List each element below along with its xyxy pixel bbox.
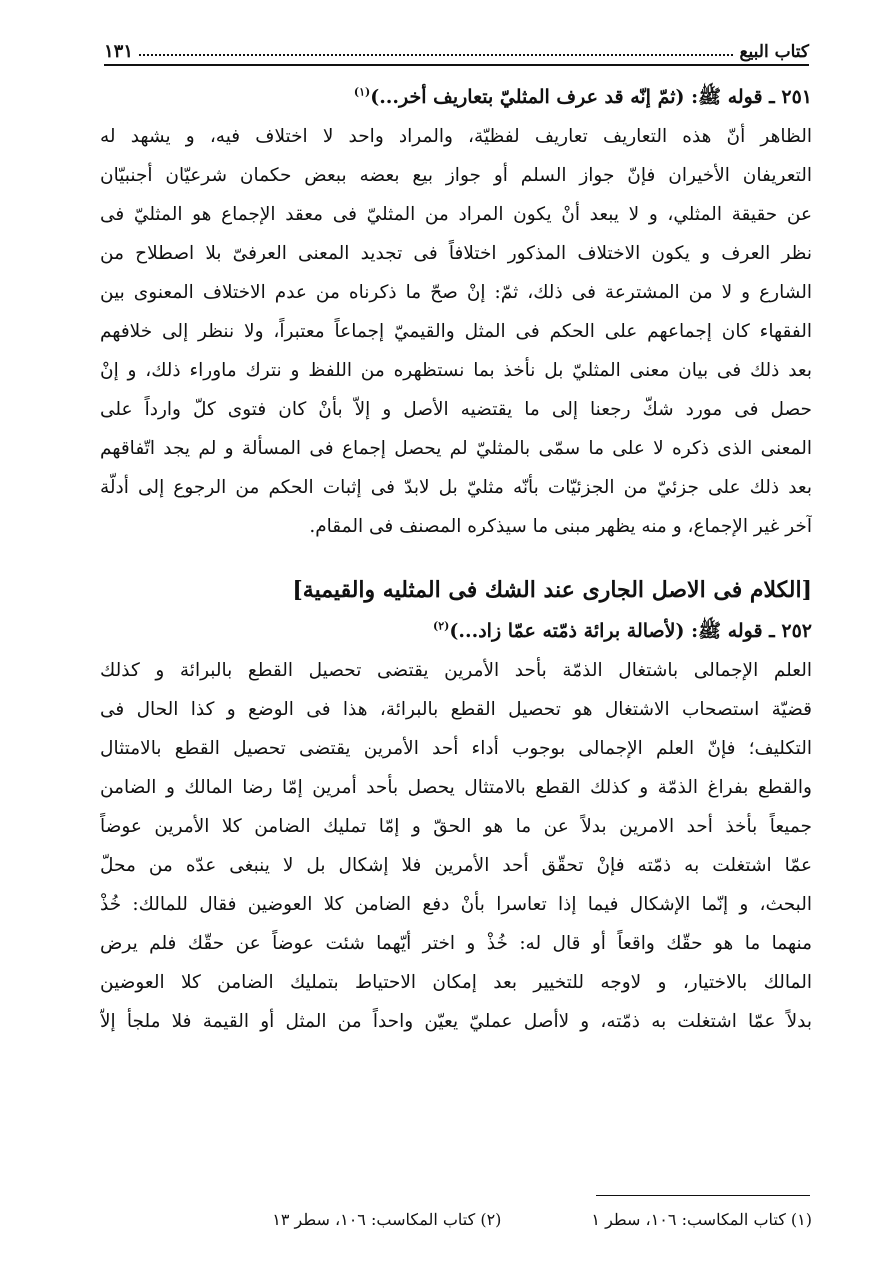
paragraph-line: جميعاً بأخذ أحد الامرين بدلاً عن ما هو الحقّ و إمّا تمليك الضامن كلا الأمرين عوضاً (100, 816, 812, 837)
section-spacer (100, 546, 812, 568)
footnotes (140, 1210, 812, 1229)
paragraph-line: بعد ذلك فى بيان معنى المثليّ بل نأخذ بما نستظهره من اللفظ و نترك ماوراء ذلك، و إنْ (100, 360, 812, 381)
paragraph-line: التكليف؛ فإنّ العلم الإجمالى بوجوب أداء أحد الأمرين يقتضى تحصيل القطع بالامتثال (100, 738, 812, 759)
running-header-title: كتاب البيع (739, 42, 809, 62)
paragraph-line: الشارع و لا من المشترعة فى ذلك، ثمّ: إنْ صحّ ما ذكرناه من عدم الاختلاف المعنوى بين (100, 282, 812, 303)
paragraph-line: المالك بالاختيار، و لاوجه للتخيير بعد إمكان الاحتياط بتمليك الضامن كلا العوضين (100, 972, 812, 993)
section-251-heading-text: ٢٥١ ـ قوله ﷺ: (ثمّ إنّه قد عرف المثليّ بتعاريف أخر...) (370, 86, 812, 108)
paragraph-line: بدلاً عمّا اشتغلت به ذمّته، و لاأصل عمليّ يعيّن واحداً من المثل أو القيمة فلا ملجأ إلاّ (100, 1011, 812, 1032)
paragraph-line: حصل فى مورد شكّ رجعنا إلى ما يقتضيه الأصل و إلاّ بأنْ كان فتوى كلّ وارداً على (100, 399, 812, 420)
paragraph-line: قضيّة استصحاب الاشتغال هو تحصيل القطع بالبرائة، هذا فى الوضع و كذا الحال فى (100, 699, 812, 720)
paragraph-line: التعريفان الأخيران فإنّ جواز السلم أو جواز بيع بعضه ببعض حكمان شرعيّان أجنبيّان (100, 165, 812, 186)
section-252-heading-text: ٢٥٢ ـ قوله ﷺ: (لأصالة برائة ذمّته عمّا زاد...) (449, 620, 812, 642)
body-text (100, 78, 812, 1041)
page-number: ١٣١ (104, 41, 134, 62)
paragraph-line: بعد ذلك على جزئيّ من الجزئيّات بأنّه مثليّ بل لابدّ فى إثبات الحكم من الرجوع إلى أدلّة (100, 477, 812, 498)
paragraph-line: الفقهاء كان إجماعهم على الحكم فى المثل والقيميّ إجماعاً معتبراً، ولا ننظر إلى خلافهم (100, 321, 812, 342)
section-251-heading (100, 78, 812, 117)
footnote-1: (١) كتاب المكاسب: ١٠٦، سطر ١ (591, 1210, 812, 1229)
paragraph-line: نظر العرف و يكون الاختلاف المذكور اختلافاً فى تجديد المعنى العرفىّ بلا اصطلاح من (100, 243, 812, 264)
paragraph-line: آخر غير الإجماع، و منه يظهر مبنى ما سيذكره المصنف فى المقام. (309, 516, 812, 537)
paragraph-line: والقطع بفراغ الذمّة و كذلك القطع بالامتثال يحصل بأحد أمرين إمّا رضا المالك و الضامن (100, 777, 812, 798)
header-rule (104, 64, 809, 66)
footnote-2: (٢) كتاب المكاسب: ١٠٦، سطر ١٣ (272, 1210, 502, 1229)
footnote-ref-1: (١) (353, 85, 371, 99)
paragraph-line: عمّا اشتغلت به ذمّته فإنْ تحقّق أحد الأمرين فلا إشكال بل لا ينبغى عدّه من محلّ (100, 855, 812, 876)
paragraph-line: البحث، و إنّما الإشكال فيما إذا تعاسرا بأنْ دفع الضامن كلا العوضين فقال للمالك: خُذْ (100, 894, 812, 915)
header-dot-leader (139, 54, 733, 56)
paragraph-line: الظاهر أنّ هذه التعاريف تعاريف لفظيّة، والمراد واحد لا اختلاف فيه، و يشهد له (100, 126, 812, 147)
paragraph-line: المعنى الذى ذكره لا على ما سمّى بالمثليّ لم يحصل إجماع فى المسألة و لم يجد اتّفاقهم (100, 438, 812, 459)
footnote-rule (596, 1195, 810, 1196)
section-title: [الكلام فى الاصل الجارى عند الشك فى المثليه والقيمية] (292, 577, 812, 603)
section-252-heading (100, 612, 812, 651)
footnote-ref-2: (٢) (433, 619, 450, 633)
running-header (104, 32, 809, 62)
paragraph-line: عن حقيقة المثلي، و لا يبعد أنْ يكون المراد من المثليّ فى معقد الإجماع هو المثليّ فى (100, 204, 812, 225)
paragraph-line: العلم الإجمالى باشتغال الذمّة بأحد الأمرين يقتضى تحصيل القطع بالبرائة و كذلك (100, 660, 812, 681)
paragraph-line: منهما ما هو حقّك واقعاً أو قال له: خُذْ و اختر أيّهما شئت عوضاً عن حقّك فلم يرض (100, 933, 812, 954)
